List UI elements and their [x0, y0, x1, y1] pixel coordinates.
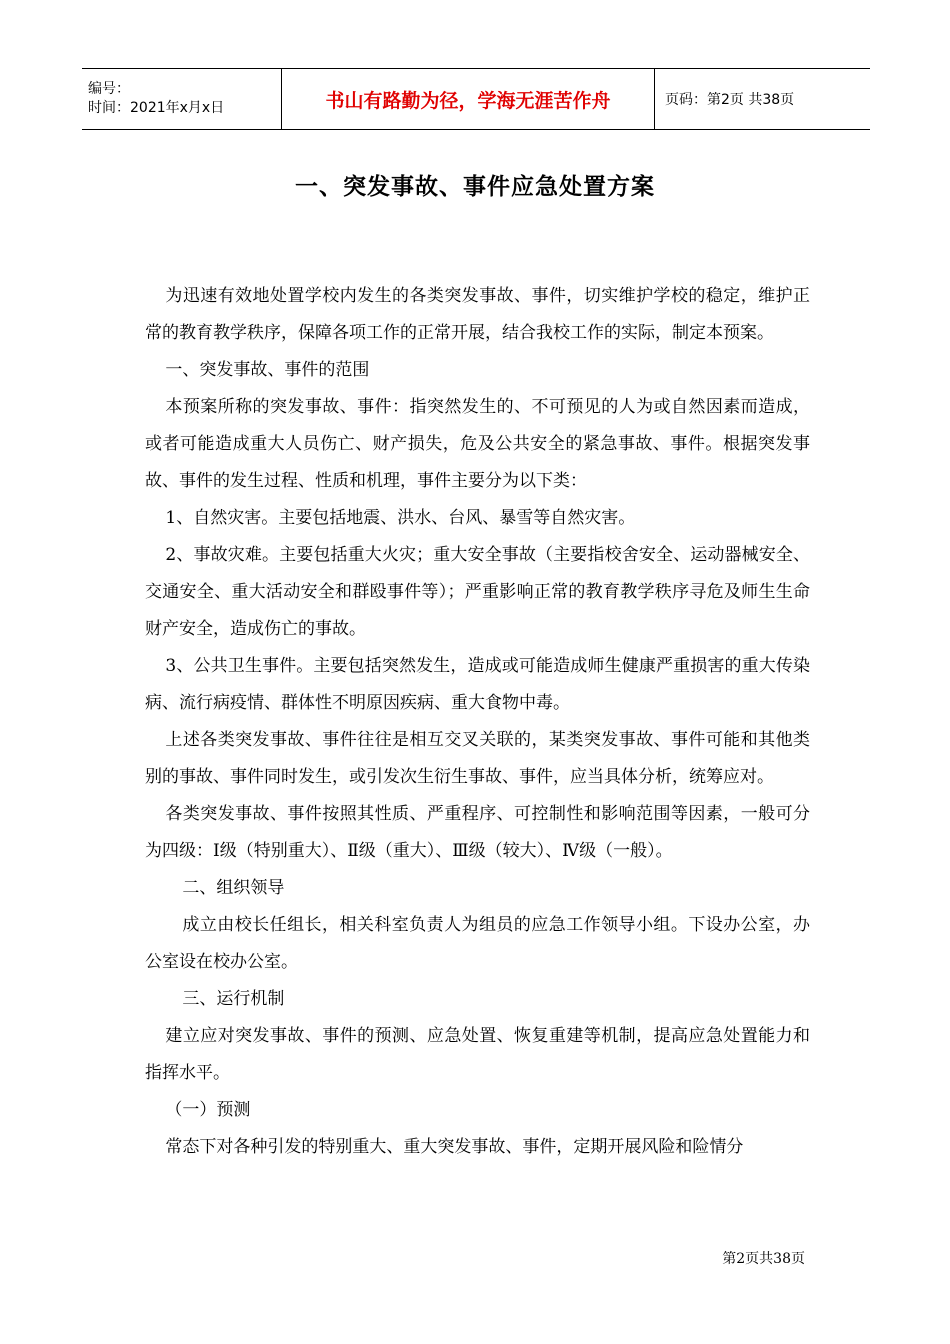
heading-mechanism: 三、运行机制	[182, 989, 285, 1009]
paragraph-prediction: 常态下对各种引发的特别重大、重大突发事故、事件，定期开展风险和险情分	[165, 1137, 744, 1157]
header-meta	[82, 69, 282, 129]
heading-prediction: （一）预测	[165, 1100, 251, 1120]
document-header	[82, 68, 870, 130]
list-item-natural-disaster: 1、自然灾害。主要包括地震、洪水、台风、暴雪等自然灾害。	[165, 508, 636, 528]
paragraph-intro: 为迅速有效地处置学校内发生的各类突发事故、事件，切实维护学校的稳定，维护正常的教育教学秩序，保障各项工作的正常开展，结合我校工作的实际，制定本预案。	[145, 286, 810, 343]
document-body	[145, 278, 810, 1166]
time-label: 时间：2021年x月x日	[88, 100, 225, 116]
header-motto: 书山有路勤为径，学海无涯苦作舟	[282, 69, 655, 129]
header-page-label: 页码：第2页 共38页	[665, 92, 795, 108]
heading-scope: 一、突发事故、事件的范围	[165, 360, 370, 380]
page-footer: 第2页共38页	[722, 1251, 805, 1267]
paragraph-interrelated: 上述各类突发事故、事件往往是相互交叉关联的，某类突发事故、事件可能和其他类别的事故、事件同时发生，或引发次生衍生事故、事件，应当具体分析，统筹应对。	[145, 730, 810, 787]
paragraph-scope: 本预案所称的突发事故、事件：指突然发生的、不可预见的人为或自然因素而造成，或者可能造成重大人员伤亡、财产损失，危及公共安全的紧急事故、事件。根据突发事故、事件的发生过程、性质和机理，事件主要分为以下类：	[145, 397, 810, 491]
list-item-accident: 2、事故灾难。主要包括重大火灾；重大安全事故（主要指校舍安全、运动器械安全、交通安全、重大活动安全和群殴事件等）；严重影响正常的教育教学秩序寻危及师生生命财产安全，造成伤亡的事故。	[145, 545, 810, 639]
heading-organization: 二、组织领导	[182, 878, 285, 898]
number-label: 编号：	[88, 81, 130, 97]
list-item-public-health: 3、公共卫生事件。主要包括突然发生，造成或可能造成师生健康严重损害的重大传染病、流行病疫情、群体性不明原因疾病、重大食物中毒。	[145, 656, 810, 713]
page-title: 一、突发事故、事件应急处置方案	[295, 174, 655, 200]
paragraph-levels: 各类突发事故、事件按照其性质、严重程序、可控制性和影响范围等因素，一般可分为四级：Ⅰ级（特别重大）、Ⅱ级（重大）、Ⅲ级（较大）、Ⅳ级（一般）。	[145, 804, 810, 861]
paragraph-organization: 成立由校长任组长，相关科室负责人为组员的应急工作领导小组。下设办公室，办公室设在校办公室。	[145, 915, 810, 972]
paragraph-mechanism: 建立应对突发事故、事件的预测、应急处置、恢复重建等机制，提高应急处置能力和指挥水平。	[145, 1026, 810, 1083]
